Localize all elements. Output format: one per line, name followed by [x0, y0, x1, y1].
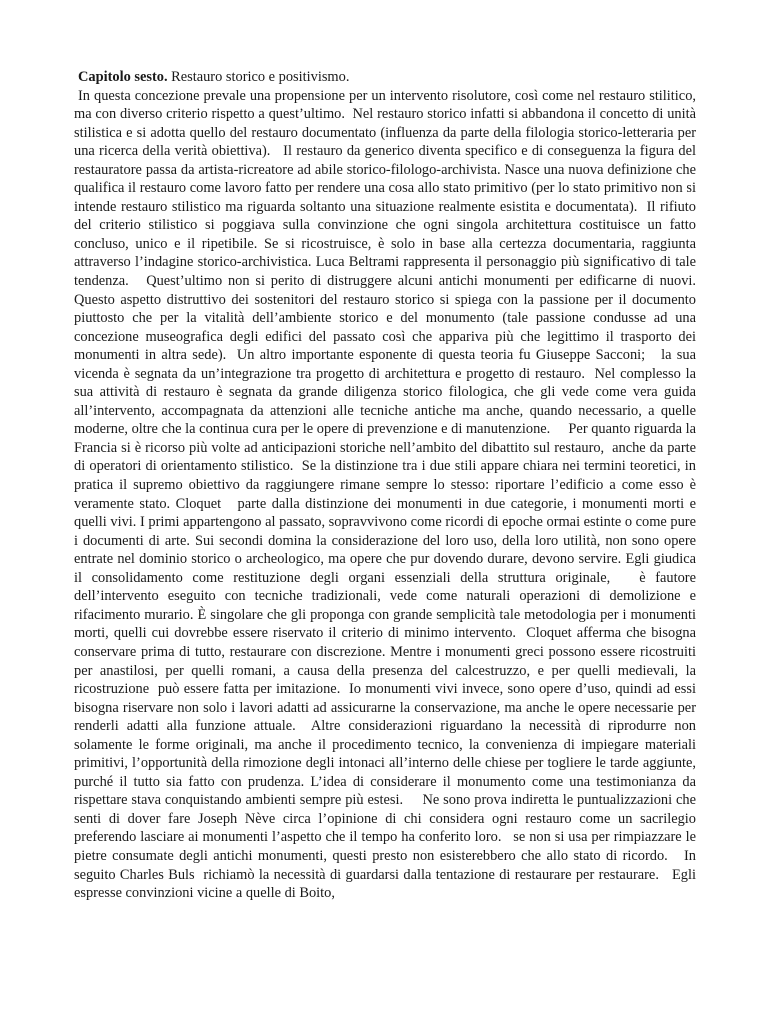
chapter-title: Restauro storico e positivismo. [167, 69, 350, 85]
document-page [74, 68, 700, 903]
chapter-heading [74, 68, 696, 87]
body-paragraph: In questa concezione prevale una propensione per un intervento risolutore, così come nel restauro stilitico, ma con diverso criterio rispetto a quest’ultimo. Nel restauro storico infatti si abbandona il concetto di unità stilistica e si adotta quello del restauro documentato (influenza da parte della filologia storico-letteraria per una ricerca della verità obiettiva). Il restauro da generico diventa specifico e di conseguenza la figura del restauratore passa da artista-ricreatore ad abile storico-filologo-archivista. Nasce una nuova definizione che qualifica il restauro come lavoro fatto per rendere una cosa allo stato primitivo (per lo stato primitivo non si intende restauro stilistico ma riguarda soltanto una situazione realmente esistita e documentata). Il rifiuto del criterio stilistico si poggiava sulla convinzione che ogni singola architettura costituisce un fatto concluso, unico e il ripetibile. Se si ricostruisce, è solo in base alla certezza documentaria, raggiunta attraverso l’indagine storico-archivistica. Luca Beltrami rappresenta il personaggio più significativo di tale tendenza. Quest’ultimo non si perito di distruggere alcuni antichi monumenti per edificarne di nuovi. Questo aspetto distruttivo dei sostenitori del restauro storico si spiega con la passione per il documento piuttosto che per la vitalità dell’ambiente storico e del monumento (tale passione condusse ad una concezione museografica degli edifici del passato così che appariva più che legittimo il trasporto dei monumenti in altra sede). Un altro importante esponente di questa teoria fu Giuseppe Sacconi; la sua vicenda è segnata da un’integrazione tra progetto di architettura e progetto di restauro. Nel complesso la sua attività di restauro è segnata da grande diligenza storico filologica, che gli vede come vera guida all’intervento, accompagnata da attenzioni alle tecniche antiche ma anche, quando necessario, a quelle moderne, oltre che la continua cura per le opere di prevenzione e di manutenzione. Per quanto riguarda la Francia si è ricorso più volte ad anticipazioni storiche nell’ambito del dibattito sul restauro, anche da parte di operatori di orientamento stilistico. Se la distinzione tra i due stili appare chiara nei termini teoretici, in pratica il supremo obiettivo da raggiungere rimane sempre lo stesso: riportare l’edificio a come esso è veramente stato. Cloquet parte dalla distinzione dei monumenti in due categorie, i monumenti morti e quelli vivi. I primi appartengono al passato, sopravvivono come ricordi di epoche ormai estinte o come pure i documenti di arte. Sui secondi domina la considerazione del loro uso, della loro utilità, non sono opere entrate nel dominio storico o archeologico, ma opere che pur dovendo durare, devono servire. Egli giudica il consolidamento come restituzione degli organi essenziali della struttura originale, è fautore dell’intervento eseguito con tecniche tradizionali, vede come naturali operazioni di demolizione e rifacimento murario. È singolare che gli proponga con grande semplicità tale metodologia per i monumenti morti, quelli cui dovrebbe essere riservato il criterio di minimo intervento. Cloquet afferma che bisogna conservare prima di tutto, restaurare con discrezione. Mentre i monumenti greci possono essere ricostruiti per anastilosi, per quelli romani, a causa della presenza del calcestruzzo, e per quelli medievali, la ricostruzione può essere fatta per imitazione. Io monumenti vivi invece, sono opere d’uso, quindi ad essi bisogna riservare non solo i lavori adatti ad assicurarne la conservazione, ma anche le opere necessarie per renderli adatti alla funzione attuale. Altre considerazioni riguardano la necessità di riprodurre non solamente le forme originali, ma anche il procedimento tecnico, la convenienza di impiegare materiali primitivi, l’opportunità della rimozione degli intonaci all’interno delle chiese per togliere le tarde aggiunte, purché il tutto sia fatto con prudenza. L’idea di considerare il monumento come una testimonianza da rispettare stava conquistando ambienti sempre più estesi. Ne sono prova indiretta le puntualizzazioni che senti di dover fare Joseph Nève circa l’opinione di chi considera ogni restauro come un sacrilegio preferendo lasciare ai monumenti l’aspetto che il tempo ha conferito loro. se non si usa per rimpiazzare le pietre consumate degli antichi monumenti, questi presto non esisterebbero che allo stato di ricordo. In seguito Charles Buls richiamò la necessità di guardarsi dalla tentazione di restaurare per restaurare. Egli espresse convinzioni vicine a quelle di Boito, [74, 87, 700, 902]
chapter-label: Capitolo sesto. [78, 69, 168, 85]
